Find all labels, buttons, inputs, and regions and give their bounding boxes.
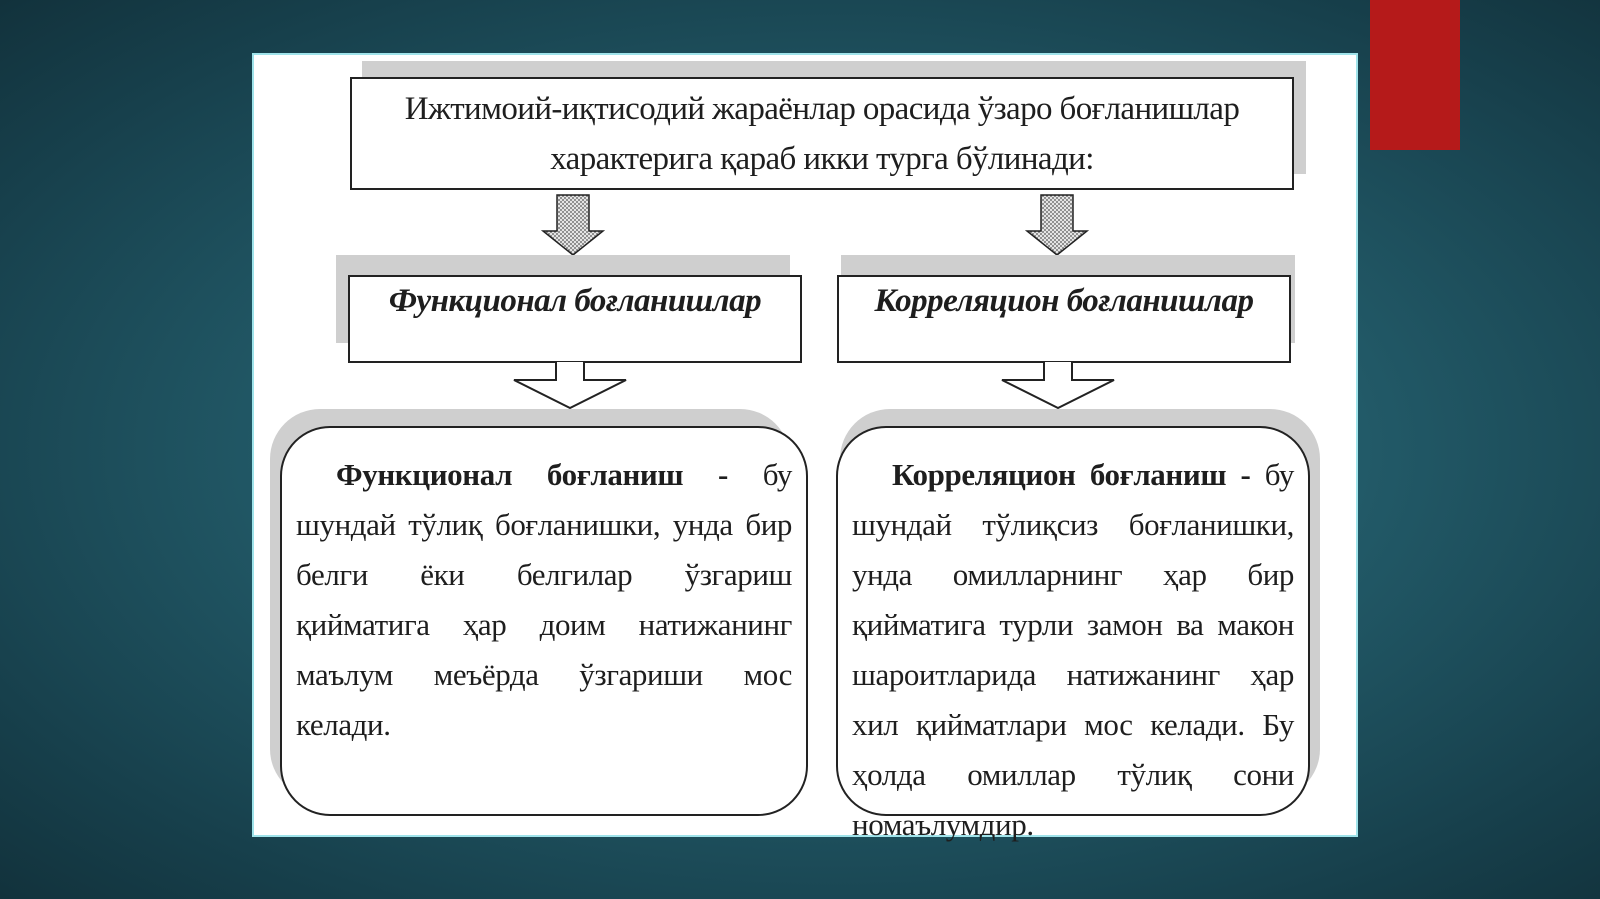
title-line-1: Ижтимоий-иқтисодий жараёнлар орасида ўзаро боғланишлар [404, 90, 1240, 127]
right-category-box [837, 275, 1291, 363]
right-definition-box [836, 426, 1310, 842]
title-line-2: характерига қараб икки турга бўлинади: [550, 140, 1094, 177]
dotted-arrow-left [540, 193, 606, 257]
block-arrow-right [1000, 362, 1116, 410]
block-arrow-left [512, 362, 628, 410]
left-definition-term: Функционал боғланиш [336, 457, 684, 492]
right-definition-term: Корреляцион боғланиш [892, 457, 1227, 492]
left-category-box [348, 275, 802, 363]
left-definition-body: бу шундай тўлиқ боғланишки, унда бир белги ёки белгилар ўзгариш қийматига ҳар доим натижанинг маълум меъёрда ўзгариши мос келади. [296, 457, 793, 742]
dotted-arrow-right [1024, 193, 1090, 257]
left-definition-box [280, 426, 808, 816]
right-definition-text [852, 450, 1294, 850]
title-box [350, 77, 1294, 190]
left-definition-dash: - [683, 457, 763, 492]
left-definition-text [296, 450, 792, 750]
slide-content [252, 53, 1358, 842]
red-accent-bar [1370, 0, 1460, 150]
right-definition-dash: - [1226, 457, 1265, 492]
right-definition-body: бу шундай тўлиқсиз боғланишки, унда омилларнинг ҳар бир қийматига турли замон ва макон шароитларида натижанинг ҳар хил қийматлари мос келади. Бу ҳолда омиллар тўлиқ сони номаълумдир. [852, 457, 1294, 842]
left-category-label: Функционал боғланишлар [388, 283, 762, 319]
title-text [352, 79, 1292, 188]
right-category-label: Корреляцион боғланишлар [874, 283, 1254, 319]
